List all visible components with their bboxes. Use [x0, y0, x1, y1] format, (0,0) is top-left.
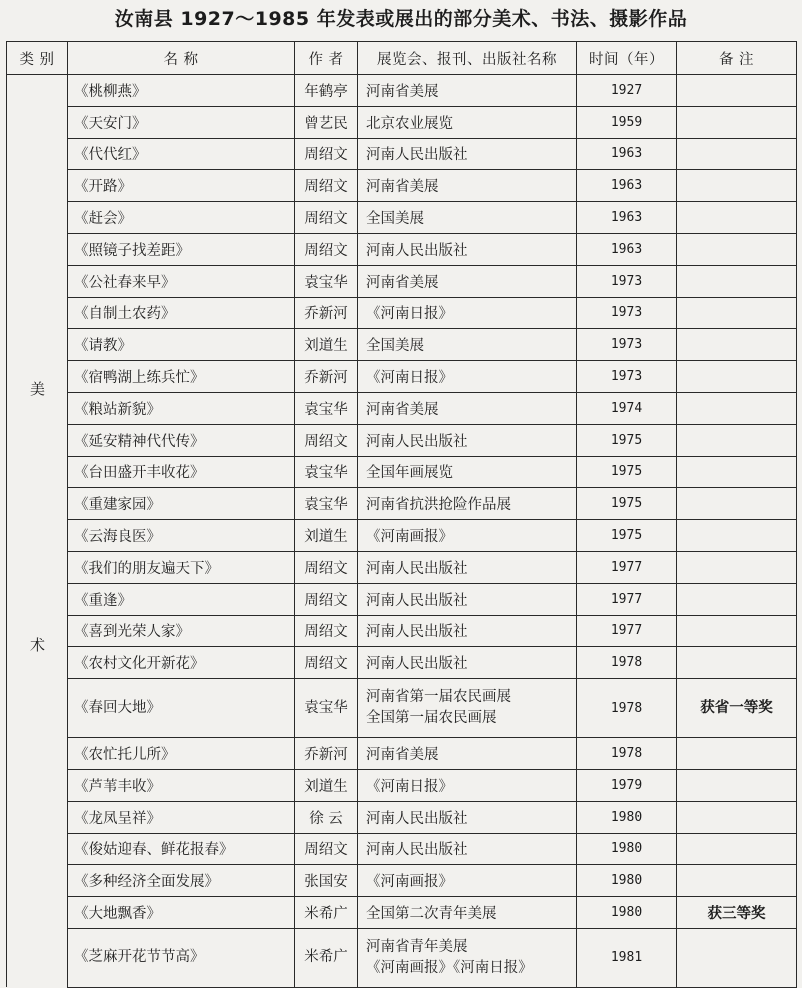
author-cell: 周绍文: [295, 424, 358, 456]
category-cell: [7, 865, 68, 897]
note-cell: [677, 456, 797, 488]
venue-line: 河南省美展: [366, 401, 439, 418]
note-cell: 获三等奖: [677, 897, 797, 929]
author-cell: 米希广: [295, 897, 358, 929]
table-row: [7, 297, 797, 329]
table-row: [7, 361, 797, 393]
table-row: [7, 551, 797, 583]
venue-line: 河南人民出版社: [366, 592, 468, 609]
year-cell: 1977: [577, 551, 677, 583]
note-cell: [677, 928, 797, 987]
work-name-cell: 《延安精神代代传》: [68, 424, 295, 456]
note-cell: [677, 865, 797, 897]
author-cell: 周绍文: [295, 138, 358, 170]
author-cell: 刘道生: [295, 329, 358, 361]
author-cell: 刘道生: [295, 520, 358, 552]
year-cell: 1959: [577, 106, 677, 138]
note-cell: [677, 392, 797, 424]
venue-line: 《河南画报》: [366, 874, 453, 891]
venue-cell: [358, 865, 577, 897]
table-row: [7, 897, 797, 929]
note-cell: [677, 738, 797, 770]
venue-cell: [358, 202, 577, 234]
venue-line: 河南省美展: [366, 274, 439, 291]
work-name-cell: 《台田盛开丰收花》: [68, 456, 295, 488]
author-cell: 周绍文: [295, 833, 358, 865]
year-cell: 1963: [577, 138, 677, 170]
venue-line: 《河南日报》: [366, 370, 453, 387]
venue-line: 《河南日报》: [366, 306, 453, 323]
venue-cell: [358, 520, 577, 552]
venue-line: 河南省美展: [366, 747, 439, 764]
year-cell: 1977: [577, 583, 677, 615]
venue-cell: [358, 392, 577, 424]
author-cell: 刘道生: [295, 769, 358, 801]
table-body: [7, 75, 797, 988]
venue-line: 河南省美展: [366, 83, 439, 100]
venue-line: 《河南日报》: [366, 778, 453, 795]
table-row: [7, 488, 797, 520]
venue-line: 河南人民出版社: [366, 242, 468, 259]
year-cell: 1978: [577, 647, 677, 679]
note-cell: [677, 583, 797, 615]
author-cell: 周绍文: [295, 615, 358, 647]
work-name-cell: 《桃柳燕》: [68, 75, 295, 107]
category-cell: [7, 265, 68, 297]
venue-line: 全国美展: [366, 338, 424, 355]
work-name-cell: 《我们的朋友遍天下》: [68, 551, 295, 583]
author-cell: 乔新河: [295, 361, 358, 393]
table-row: [7, 833, 797, 865]
venue-line: 河南人民出版社: [366, 147, 468, 164]
category-cell: [7, 833, 68, 865]
table-row: [7, 75, 797, 107]
venue-cell: [358, 647, 577, 679]
venue-line-2: 《河南画报》《河南日报》: [366, 959, 533, 976]
author-cell: 周绍文: [295, 551, 358, 583]
author-cell: 周绍文: [295, 170, 358, 202]
venue-cell: [358, 769, 577, 801]
work-name-cell: 《云海良医》: [68, 520, 295, 552]
venue-cell: [358, 233, 577, 265]
venue-line: 河南省美展: [366, 179, 439, 196]
year-cell: 1927: [577, 75, 677, 107]
table-row: [7, 738, 797, 770]
table-row: [7, 424, 797, 456]
note-cell: [677, 361, 797, 393]
work-name-cell: 《龙凤呈祥》: [68, 801, 295, 833]
works-table: [6, 41, 797, 988]
author-cell: 徐 云: [295, 801, 358, 833]
venue-cell: [358, 833, 577, 865]
work-name-cell: 《芦苇丰收》: [68, 769, 295, 801]
venue-cell: [358, 424, 577, 456]
category-cell: [7, 233, 68, 265]
table-row: [7, 647, 797, 679]
year-cell: 1973: [577, 329, 677, 361]
year-cell: 1963: [577, 170, 677, 202]
year-cell: 1980: [577, 833, 677, 865]
venue-line: 河南人民出版社: [366, 842, 468, 859]
venue-line: 河南省抗洪抢险作品展: [366, 497, 511, 514]
category-cell: [7, 897, 68, 929]
note-cell: [677, 202, 797, 234]
category-cell: [7, 520, 68, 552]
year-cell: 1975: [577, 424, 677, 456]
year-cell: 1978: [577, 738, 677, 770]
venue-line: 河南人民出版社: [366, 433, 468, 450]
year-cell: 1963: [577, 202, 677, 234]
header-category: 类 别: [7, 42, 68, 75]
venue-line: 全国美展: [366, 211, 424, 228]
author-cell: 米希广: [295, 928, 358, 987]
author-cell: 曾艺民: [295, 106, 358, 138]
author-cell: 袁宝华: [295, 456, 358, 488]
work-name-cell: 《重建家园》: [68, 488, 295, 520]
work-name-cell: 《俊姑迎春、鲜花报春》: [68, 833, 295, 865]
venue-cell: [358, 679, 577, 738]
table-row: [7, 265, 797, 297]
author-cell: 乔新河: [295, 738, 358, 770]
category-cell: [7, 170, 68, 202]
venue-cell: [358, 801, 577, 833]
category-cell: [7, 488, 68, 520]
category-cell: [7, 738, 68, 770]
author-cell: 乔新河: [295, 297, 358, 329]
venue-cell: [358, 170, 577, 202]
year-cell: 1980: [577, 897, 677, 929]
table-row: [7, 801, 797, 833]
year-cell: 1978: [577, 679, 677, 738]
venue-cell: [358, 928, 577, 987]
category-cell: [7, 202, 68, 234]
year-cell: 1973: [577, 361, 677, 393]
venue-cell: [358, 456, 577, 488]
table-row: [7, 106, 797, 138]
author-cell: 周绍文: [295, 583, 358, 615]
note-cell: [677, 488, 797, 520]
category-cell: [7, 769, 68, 801]
table-row: [7, 679, 797, 738]
header-note: 备 注: [677, 42, 797, 75]
year-cell: 1975: [577, 520, 677, 552]
venue-cell: [358, 265, 577, 297]
author-cell: 周绍文: [295, 202, 358, 234]
year-cell: 1973: [577, 297, 677, 329]
work-name-cell: 《照镜子找差距》: [68, 233, 295, 265]
author-cell: 年鹤亭: [295, 75, 358, 107]
category-cell: [7, 551, 68, 583]
venue-line: 全国年画展览: [366, 465, 453, 482]
venue-cell: [358, 106, 577, 138]
venue-line: 河南人民出版社: [366, 560, 468, 577]
venue-cell: [358, 297, 577, 329]
work-name-cell: 《代代红》: [68, 138, 295, 170]
note-cell: [677, 329, 797, 361]
work-name-cell: 《春回大地》: [68, 679, 295, 738]
category-cell: [7, 679, 68, 738]
venue-cell: [358, 75, 577, 107]
venue-cell: [358, 329, 577, 361]
note-cell: [677, 233, 797, 265]
author-cell: 袁宝华: [295, 392, 358, 424]
note-cell: 获省一等奖: [677, 679, 797, 738]
note-cell: [677, 615, 797, 647]
venue-cell: [358, 488, 577, 520]
author-cell: 张国安: [295, 865, 358, 897]
category-cell: [7, 297, 68, 329]
category-cell: [7, 928, 68, 987]
work-name-cell: 《天安门》: [68, 106, 295, 138]
note-cell: [677, 769, 797, 801]
table-row: [7, 392, 797, 424]
venue-cell: [358, 738, 577, 770]
work-name-cell: 《粮站新貌》: [68, 392, 295, 424]
note-cell: [677, 801, 797, 833]
venue-line-2: 全国第一届农民画展: [366, 710, 497, 727]
year-cell: 1980: [577, 865, 677, 897]
venue-line: 河南省青年美展: [366, 938, 468, 955]
venue-line: 河南人民出版社: [366, 656, 468, 673]
table-row: [7, 769, 797, 801]
year-cell: 1980: [577, 801, 677, 833]
year-cell: 1981: [577, 928, 677, 987]
author-cell: 袁宝华: [295, 488, 358, 520]
year-cell: 1975: [577, 488, 677, 520]
table-row: [7, 138, 797, 170]
table-row: [7, 865, 797, 897]
header-year: 时间（年）: [577, 42, 677, 75]
table-row: [7, 456, 797, 488]
note-cell: [677, 647, 797, 679]
note-cell: [677, 551, 797, 583]
category-cell: [7, 75, 68, 107]
work-name-cell: 《喜到光荣人家》: [68, 615, 295, 647]
category-cell: [7, 424, 68, 456]
work-name-cell: 《农村文化开新花》: [68, 647, 295, 679]
work-name-cell: 《宿鸭湖上练兵忙》: [68, 361, 295, 393]
venue-line: 全国第二次青年美展: [366, 906, 497, 923]
work-name-cell: 《重逢》: [68, 583, 295, 615]
venue-cell: [358, 583, 577, 615]
venue-line: 北京农业展览: [366, 115, 453, 132]
note-cell: [677, 520, 797, 552]
year-cell: 1977: [577, 615, 677, 647]
note-cell: [677, 75, 797, 107]
category-char-2: 术: [30, 636, 46, 654]
venue-cell: [358, 897, 577, 929]
table-row: [7, 615, 797, 647]
note-cell: [677, 138, 797, 170]
category-cell: [7, 583, 68, 615]
work-name-cell: 《请教》: [68, 329, 295, 361]
header-author: 作 者: [295, 42, 358, 75]
table-row: [7, 202, 797, 234]
venue-line: 河南省第一届农民画展: [366, 689, 511, 706]
venue-line: 河南人民出版社: [366, 810, 468, 827]
category-cell: [7, 801, 68, 833]
year-cell: 1975: [577, 456, 677, 488]
venue-cell: [358, 138, 577, 170]
year-cell: 1973: [577, 265, 677, 297]
work-name-cell: 《赶会》: [68, 202, 295, 234]
table-row: [7, 928, 797, 987]
page-title: 汝南县 1927～1985 年发表或展出的部分美术、书法、摄影作品: [114, 8, 688, 30]
note-cell: [677, 424, 797, 456]
venue-line: 《河南画报》: [366, 529, 453, 546]
venue-cell: [358, 615, 577, 647]
author-cell: 周绍文: [295, 647, 358, 679]
table-row: [7, 520, 797, 552]
note-cell: [677, 833, 797, 865]
work-name-cell: 《公社春来早》: [68, 265, 295, 297]
author-cell: 袁宝华: [295, 265, 358, 297]
work-name-cell: 《多种经济全面发展》: [68, 865, 295, 897]
note-cell: [677, 170, 797, 202]
category-cell: [7, 456, 68, 488]
category-cell: [7, 106, 68, 138]
year-cell: 1974: [577, 392, 677, 424]
venue-cell: [358, 361, 577, 393]
header-row: [7, 42, 797, 75]
header-venue: 展览会、报刊、出版社名称: [358, 42, 577, 75]
work-name-cell: 《开路》: [68, 170, 295, 202]
note-cell: [677, 297, 797, 329]
table-row: [7, 583, 797, 615]
author-cell: 周绍文: [295, 233, 358, 265]
year-cell: 1979: [577, 769, 677, 801]
category-cell: [7, 329, 68, 361]
venue-cell: [358, 551, 577, 583]
venue-line: 河南人民出版社: [366, 624, 468, 641]
table-row: [7, 170, 797, 202]
note-cell: [677, 265, 797, 297]
author-cell: 袁宝华: [295, 679, 358, 738]
work-name-cell: 《自制土农药》: [68, 297, 295, 329]
category-cell: [7, 138, 68, 170]
work-name-cell: 《芝麻开花节节高》: [68, 928, 295, 987]
category-char-1: 美: [30, 380, 46, 398]
header-name: 名 称: [68, 42, 295, 75]
work-name-cell: 《大地飘香》: [68, 897, 295, 929]
table-row: [7, 233, 797, 265]
work-name-cell: 《农忙托儿所》: [68, 738, 295, 770]
year-cell: 1963: [577, 233, 677, 265]
table-row: [7, 329, 797, 361]
note-cell: [677, 106, 797, 138]
